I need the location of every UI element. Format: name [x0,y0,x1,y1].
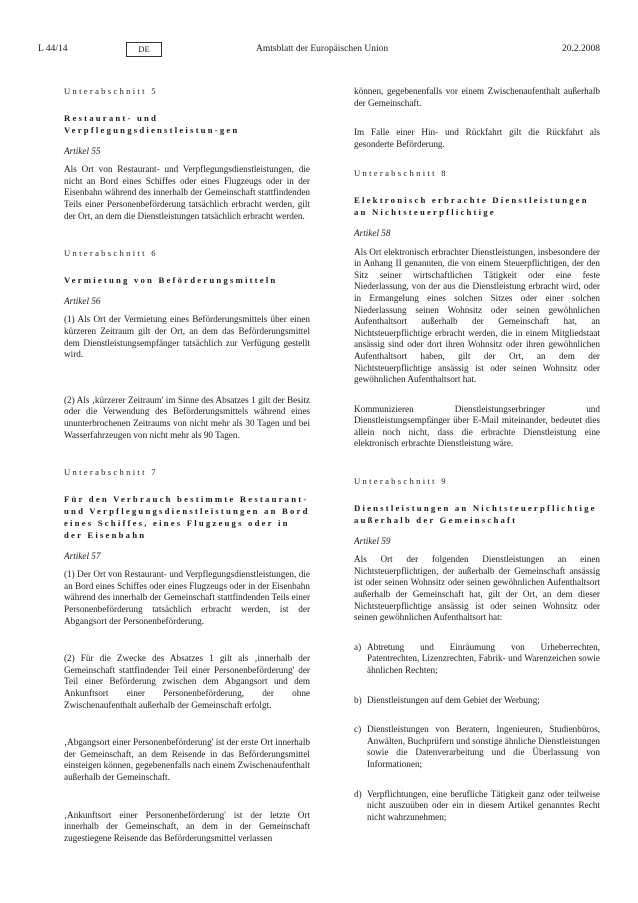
section-title: Restaurant- und Verpflegungsdienstleistun-gen [64,112,240,135]
paragraph: Im Falle einer Hin- und Rückfahrt gilt die Rückfahrt als gesonderte Beförderung. [354,127,600,149]
journal-title: Amtsblatt der Europäischen Union [256,44,389,54]
paragraph: Als Ort elektronisch erbrachter Dienstleistungen, insbesondere der in Anhang II genannten, die von einem Steuerpflichtigen, der den Sitz seiner wirtschaftlichen Tätigkeit oder eine feste Niederlassung, von der aus die Dienstleistung erbracht wird, oder in Ermangelung eines solchen Sitzes oder einer solchen Niederlassung seinen Wohnsitz oder seinen gewöhnlichen Aufenthaltsort außerhalb der Gemeinschaft hat, an Nichtsteuerpflichtige erbracht werden, die in einem Mitgliedstaat ansässig sind oder dort ihren Wohnsitz oder ihren gewöhnlichen Aufenthaltsort haben, gilt der Ort, an dem der Nichtsteuerpflichtige ansässig ist oder seinen Wohnsitz oder gewöhnlichen Aufenthaltsort hat. [354,246,600,385]
list-item-text: Dienstleistungen von Beratern, Ingenieuren, Studienbüros, Anwälten, Buchprüfern und sonstige ähnliche Dienstleistungen sowie die Datenverarbeitung und die Überlassung von Informationen; [367,724,600,769]
subsection-heading: Unterabschnitt 6 [64,248,158,259]
subsection-heading: Unterabschnitt 5 [64,86,158,96]
list-item-label: b) [354,694,362,705]
subsection-heading: Unterabschnitt 8 [354,168,448,179]
paragraph: (2) Für die Zwecke des Absatzes 1 gilt als ‚innerhalb der Gemeinschaft stattfindender Teil einer Personenbeförderung' der Teil einer Beförderung zwischen dem Abgangsort und dem Ankunftsort einer Personenbeförderung, der ohne Zwischenaufenthalt außerhalb der Gemeinschaft erfolgt. [64,653,310,710]
subsection-heading: Unterabschnitt 9 [354,476,448,487]
list-item-label: d) [354,788,362,799]
paragraph: Als Ort der folgenden Dienstleistungen an einen Nichtsteuerpflichtigen, der außerhalb der Gemeinschaft ansässig ist oder seinen Wohnsitz oder seinen gewöhnlichen Aufenthaltsort außerhalb der Gemeinschaft hat, gilt der Ort, an dem dieser Nichtsteuerpflichtige ansässig ist oder seinen Wohnsitz oder seinen gewöhnlichen Aufenthaltsort hat: [354,554,600,623]
paragraph: (1) Als Ort der Vermietung eines Beförderungsmittels über einen kürzeren Zeitraum gilt der Ort, an dem das Beförderungsmittel dem Dienstleistungsempfänger tatsächlich zur Verfügung gestellt wird. [64,314,310,360]
article-heading: Artikel 56 [64,295,101,306]
page-header [38,44,600,58]
paragraph: können, gegebenenfalls vor einem Zwischenaufenthalt außerhalb der Gemeinschaft. [354,86,600,108]
list-item [354,695,600,707]
language-badge: DE [126,42,162,57]
list-item-text: Verpflichtungen, eine berufliche Tätigkeit ganz oder teilweise nicht auszuüben oder ein in diesem Artikel genanntes Recht nicht wahrzunehmen; [367,788,600,822]
paragraph: Als Ort von Restaurant- und Verpflegungsdienstleistungen, die nicht an Bord eines Schiffes oder eines Flugzeugs oder in der Eisenbahn während des innerhalb der Gemeinschaft stattfindenden Teils einer Personenbeförderung tatsächlich erbracht werden, gilt der Ort, an dem die Dienstleistungen tatsächlich erbracht werden. [64,164,310,221]
publication-date: 20.2.2008 [562,44,600,54]
list-item-text: Dienstleistungen auf dem Gebiet der Werbung; [367,694,540,705]
paragraph: ‚Ankunftsort einer Personenbeförderung' ist der letzte Ort innerhalb der Gemeinschaft, an dem in der Gemeinschaft zugestiegene Reisende das Beförderungsmittel verlassen [64,809,310,843]
article-heading: Artikel 59 [354,535,391,546]
list-item-label: a) [354,641,362,652]
article-heading: Artikel 55 [64,145,101,156]
list-item [354,789,600,824]
right-column [354,86,600,823]
left-column [64,86,310,844]
paragraph: (2) Als ‚kürzerer Zeitraum' im Sinne des Absatzes 1 gilt der Besitz oder die Verwendung des Beförderungsmittels während eines ununterbrochenen Zeitraums von nicht mehr als 30 Tagen und bei Wasserfahrzeugen von nicht mehr als 90 Tagen. [64,394,310,440]
section-title: Elektronisch erbrachte Dienstleistungen an Nichtsteuerpflichtige [354,194,589,217]
subsection-heading: Unterabschnitt 7 [64,467,158,478]
paragraph: (1) Der Ort von Restaurant- und Verpflegungsdienstleistungen, die an Bord eines Schiffes oder eines Flugzeugs oder in der Eisenbahn während des innerhalb der Gemeinschaft stattfindenden Teils einer Personenbeförderung tatsächlich erbracht werden, ist der Abgangsort der Personenbeförderung. [64,569,310,626]
section-title: Dienstleistungen an Nichtsteuerpflichtige außerhalb der Gemeinschaft [354,502,597,525]
list-item [354,724,600,770]
paragraph: Kommunizieren Dienstleistungserbringer und Dienstleistungsempfänger über E-Mail miteinander, bedeutet dies allein noch nicht, dass die erbrachte Dienstleistung eine elektronisch erbrachte Dienstleistung wäre. [354,403,600,449]
section-title: Vermietung von Beförderungsmitteln [64,274,278,285]
page-reference: L 44/14 [38,44,68,54]
list-item-label: c) [354,724,362,735]
section-title: Für den Verbrauch bestimmte Restaurant- und Verpflegungsdienstleistungen an Bord eines Schiffes, eines Flugzeugs oder in der Eisenbahn [64,493,310,540]
article-heading: Artikel 58 [354,227,391,238]
article-heading: Artikel 57 [64,550,101,561]
list-item-text: Abtretung und Einräumung von Urheberrechten, Patentrechten, Lizenzrechten, Fabrik- und Warenzeichen sowie ähnlichen Rechten; [367,641,600,675]
list-item [354,642,600,677]
paragraph: ‚Abgangsort einer Personenbeförderung' ist der erste Ort innerhalb der Gemeinschaft, an dem Reisende in das Beförderungsmittel einsteigen können, gegebenenfalls nach einem Zwischenaufenthalt außerhalb der Gemeinschaft. [64,737,310,782]
